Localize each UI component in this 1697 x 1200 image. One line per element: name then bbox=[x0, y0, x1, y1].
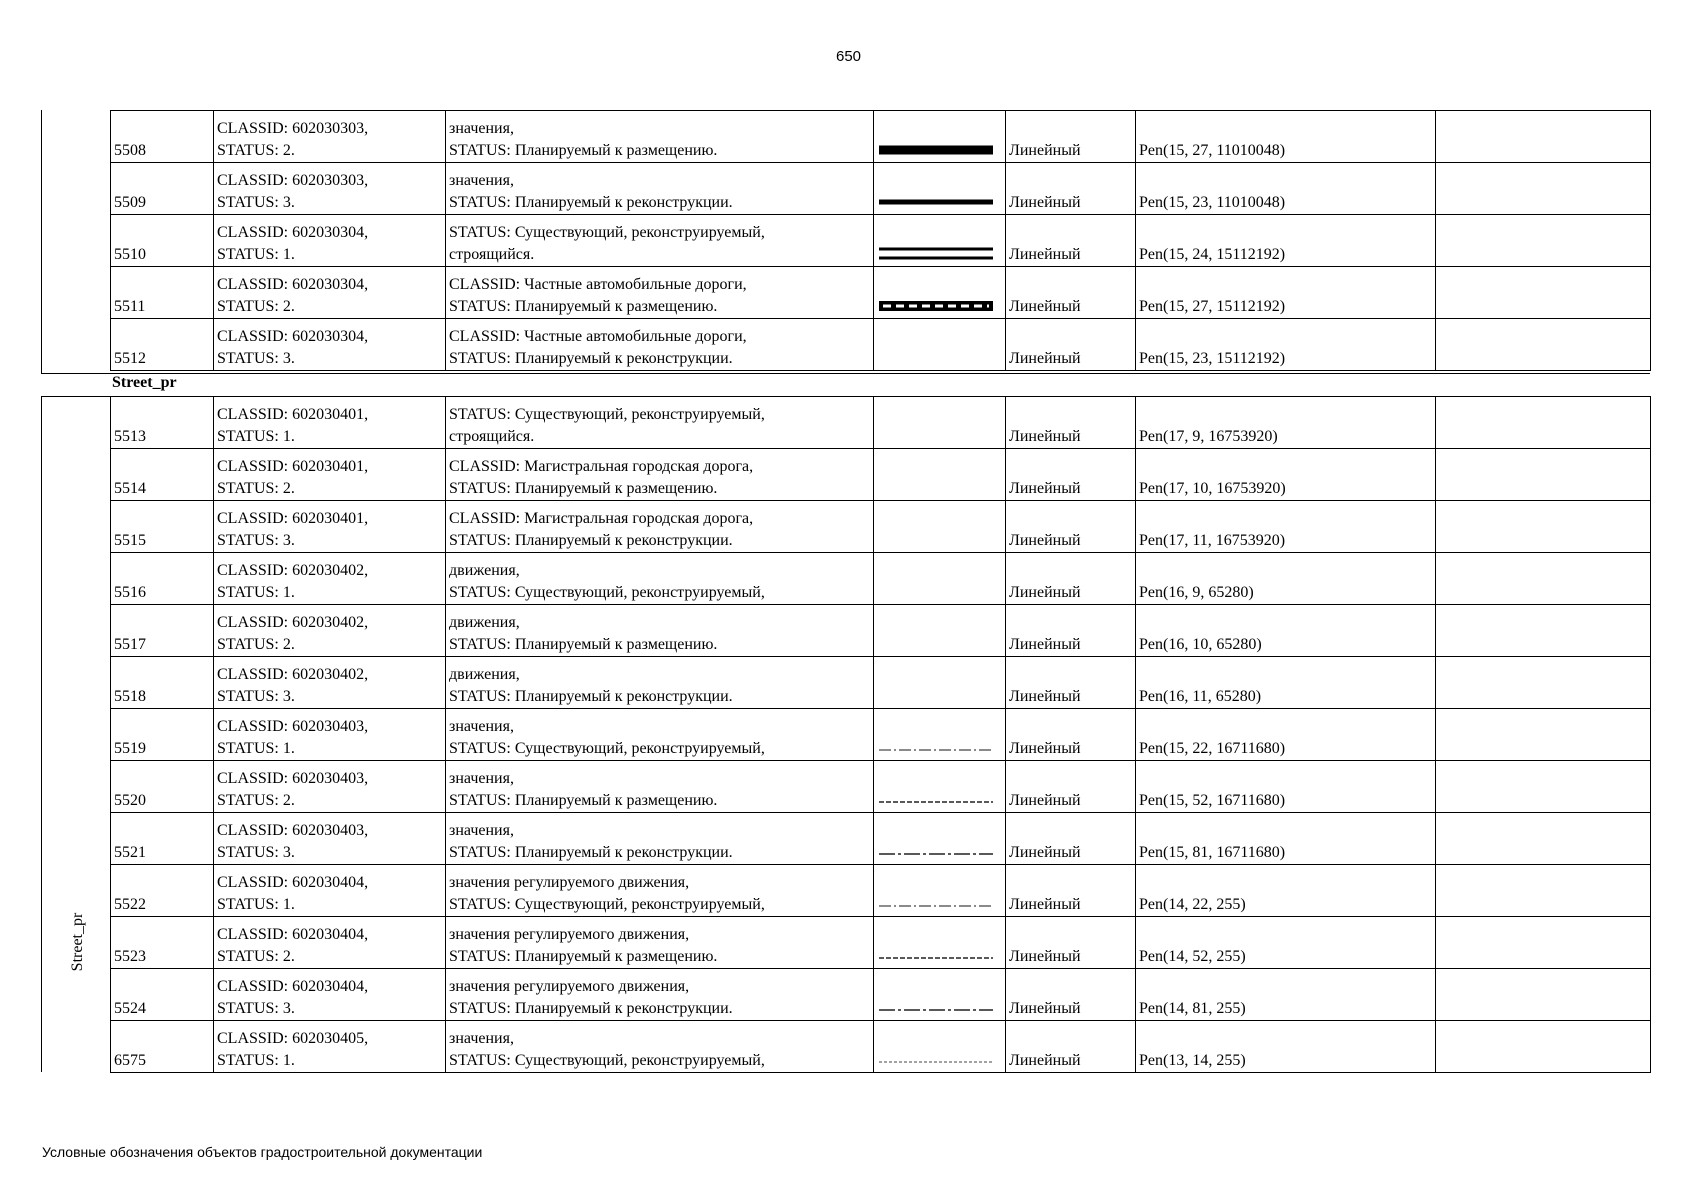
classid-cell bbox=[214, 163, 446, 215]
description-line-1: CLASSID: Частные автомобильные дороги, bbox=[449, 328, 747, 345]
description-line-1: значения регулируемого движения, bbox=[449, 874, 690, 891]
symbol-cell bbox=[874, 709, 1006, 761]
geometry-type-cell: Линейный bbox=[1006, 397, 1136, 449]
empty-cell bbox=[1436, 709, 1651, 761]
status-text: STATUS: 1. bbox=[217, 1052, 295, 1069]
table-row bbox=[111, 1021, 1651, 1073]
description-cell bbox=[446, 397, 874, 449]
description-line-1: движения, bbox=[449, 562, 520, 579]
code-cell: 6575 bbox=[111, 1021, 214, 1073]
description-line-2: STATUS: Планируемый к реконструкции. bbox=[449, 194, 733, 211]
classid-text: CLASSID: 602030303, bbox=[217, 120, 369, 137]
classid-text: CLASSID: 602030401, bbox=[217, 406, 369, 423]
classid-text: CLASSID: 602030304, bbox=[217, 276, 369, 293]
pen-style-cell: Pen(14, 52, 255) bbox=[1136, 917, 1436, 969]
status-text: STATUS: 3. bbox=[217, 844, 295, 861]
geometry-type-cell: Линейный bbox=[1006, 215, 1136, 267]
classid-cell bbox=[214, 709, 446, 761]
table-row bbox=[111, 215, 1651, 267]
symbol-cell bbox=[874, 657, 1006, 709]
classid-cell bbox=[214, 501, 446, 553]
classid-cell bbox=[214, 1021, 446, 1073]
group-label-vertical: Street_pr bbox=[69, 912, 86, 972]
description-line-2: STATUS: Планируемый к реконструкции. bbox=[449, 532, 733, 549]
classid-cell bbox=[214, 111, 446, 163]
description-line-1: движения, bbox=[449, 666, 520, 683]
line-symbol-icon bbox=[877, 736, 995, 760]
description-line-2: STATUS: Планируемый к размещению. bbox=[449, 298, 718, 315]
geometry-type-cell: Линейный bbox=[1006, 709, 1136, 761]
classid-text: CLASSID: 602030402, bbox=[217, 562, 369, 579]
table-row bbox=[111, 657, 1651, 709]
empty-cell bbox=[1436, 865, 1651, 917]
description-line-1: CLASSID: Магистральная городская дорога, bbox=[449, 510, 754, 527]
pen-style-cell: Pen(15, 24, 15112192) bbox=[1136, 215, 1436, 267]
pen-style-cell: Pen(17, 10, 16753920) bbox=[1136, 449, 1436, 501]
legend-table-top bbox=[110, 110, 1651, 371]
code-cell: 5524 bbox=[111, 969, 214, 1021]
classid-cell bbox=[214, 761, 446, 813]
table-row bbox=[111, 553, 1651, 605]
symbol-cell bbox=[874, 1021, 1006, 1073]
classid-text: CLASSID: 602030403, bbox=[217, 718, 369, 735]
classid-cell bbox=[214, 397, 446, 449]
table-row bbox=[111, 709, 1651, 761]
left-border-bottom bbox=[41, 396, 42, 1072]
line-symbol-icon bbox=[877, 294, 995, 318]
empty-cell bbox=[1436, 111, 1651, 163]
code-cell: 5518 bbox=[111, 657, 214, 709]
description-line-1: значения, bbox=[449, 172, 514, 189]
code-cell: 5519 bbox=[111, 709, 214, 761]
page-number: 650 bbox=[835, 48, 862, 65]
empty-cell bbox=[1436, 657, 1651, 709]
classid-text: CLASSID: 602030403, bbox=[217, 770, 369, 787]
empty-cell bbox=[1436, 267, 1651, 319]
description-cell bbox=[446, 761, 874, 813]
classid-text: CLASSID: 602030404, bbox=[217, 874, 369, 891]
pen-style-cell: Pen(15, 81, 16711680) bbox=[1136, 813, 1436, 865]
description-cell bbox=[446, 319, 874, 371]
description-line-2: STATUS: Планируемый к реконструкции. bbox=[449, 350, 733, 367]
description-cell bbox=[446, 917, 874, 969]
geometry-type-cell: Линейный bbox=[1006, 553, 1136, 605]
geometry-type-cell: Линейный bbox=[1006, 319, 1136, 371]
pen-style-cell: Pen(15, 23, 11010048) bbox=[1136, 163, 1436, 215]
empty-cell bbox=[1436, 761, 1651, 813]
pen-style-cell: Pen(17, 11, 16753920) bbox=[1136, 501, 1436, 553]
description-cell bbox=[446, 553, 874, 605]
description-line-1: CLASSID: Магистральная городская дорога, bbox=[449, 458, 754, 475]
line-symbol-icon bbox=[877, 840, 995, 864]
status-text: STATUS: 2. bbox=[217, 948, 295, 965]
table-row bbox=[111, 501, 1651, 553]
pen-style-cell: Pen(13, 14, 255) bbox=[1136, 1021, 1436, 1073]
status-text: STATUS: 3. bbox=[217, 1000, 295, 1017]
description-line-1: значения, bbox=[449, 770, 514, 787]
classid-text: CLASSID: 602030402, bbox=[217, 666, 369, 683]
code-cell: 5510 bbox=[111, 215, 214, 267]
description-line-1: значения, bbox=[449, 718, 514, 735]
table-row bbox=[111, 449, 1651, 501]
description-line-2: STATUS: Планируемый к реконструкции. bbox=[449, 688, 733, 705]
classid-text: CLASSID: 602030303, bbox=[217, 172, 369, 189]
symbol-cell bbox=[874, 319, 1006, 371]
symbol-cell bbox=[874, 969, 1006, 1021]
description-line-1: значения, bbox=[449, 120, 514, 137]
table-row bbox=[111, 397, 1651, 449]
description-cell bbox=[446, 969, 874, 1021]
status-text: STATUS: 2. bbox=[217, 636, 295, 653]
geometry-type-cell: Линейный bbox=[1006, 267, 1136, 319]
empty-cell bbox=[1436, 501, 1651, 553]
geometry-type-cell: Линейный bbox=[1006, 1021, 1136, 1073]
description-cell bbox=[446, 865, 874, 917]
classid-text: CLASSID: 602030402, bbox=[217, 614, 369, 631]
symbol-cell bbox=[874, 761, 1006, 813]
geometry-type-cell: Линейный bbox=[1006, 111, 1136, 163]
code-cell: 5522 bbox=[111, 865, 214, 917]
table-row bbox=[111, 605, 1651, 657]
geometry-type-cell: Линейный bbox=[1006, 657, 1136, 709]
geometry-type-cell: Линейный bbox=[1006, 449, 1136, 501]
symbol-cell bbox=[874, 813, 1006, 865]
description-line-2: STATUS: Существующий, реконструируемый, bbox=[449, 1052, 765, 1069]
classid-text: CLASSID: 602030304, bbox=[217, 224, 369, 241]
description-cell bbox=[446, 111, 874, 163]
classid-cell bbox=[214, 319, 446, 371]
line-symbol-icon bbox=[877, 1048, 995, 1072]
geometry-type-cell: Линейный bbox=[1006, 605, 1136, 657]
symbol-cell bbox=[874, 553, 1006, 605]
classid-text: CLASSID: 602030401, bbox=[217, 458, 369, 475]
code-cell: 5523 bbox=[111, 917, 214, 969]
table-row bbox=[111, 813, 1651, 865]
status-text: STATUS: 1. bbox=[217, 246, 295, 263]
description-cell bbox=[446, 267, 874, 319]
geometry-type-cell: Линейный bbox=[1006, 761, 1136, 813]
symbol-cell bbox=[874, 397, 1006, 449]
description-line-1: STATUS: Существующий, реконструируемый, bbox=[449, 406, 765, 423]
code-cell: 5521 bbox=[111, 813, 214, 865]
empty-cell bbox=[1436, 553, 1651, 605]
geometry-type-cell: Линейный bbox=[1006, 969, 1136, 1021]
line-symbol-icon bbox=[877, 944, 995, 968]
code-cell: 5508 bbox=[111, 111, 214, 163]
pen-style-cell: Pen(15, 52, 16711680) bbox=[1136, 761, 1436, 813]
symbol-cell bbox=[874, 501, 1006, 553]
pen-style-cell: Pen(16, 10, 65280) bbox=[1136, 605, 1436, 657]
geometry-type-cell: Линейный bbox=[1006, 917, 1136, 969]
empty-cell bbox=[1436, 917, 1651, 969]
geometry-type-cell: Линейный bbox=[1006, 163, 1136, 215]
description-cell bbox=[446, 709, 874, 761]
line-symbol-icon bbox=[877, 242, 995, 266]
description-cell bbox=[446, 215, 874, 267]
classid-cell bbox=[214, 449, 446, 501]
code-cell: 5513 bbox=[111, 397, 214, 449]
description-line-2: STATUS: Планируемый к размещению. bbox=[449, 792, 718, 809]
description-line-1: значения, bbox=[449, 1030, 514, 1047]
classid-text: CLASSID: 602030404, bbox=[217, 978, 369, 995]
empty-cell bbox=[1436, 1021, 1651, 1073]
classid-cell bbox=[214, 917, 446, 969]
status-text: STATUS: 2. bbox=[217, 142, 295, 159]
section-divider-top bbox=[41, 373, 1650, 374]
status-text: STATUS: 2. bbox=[217, 480, 295, 497]
description-cell bbox=[446, 449, 874, 501]
classid-text: CLASSID: 602030405, bbox=[217, 1030, 369, 1047]
pen-style-cell: Pen(15, 27, 15112192) bbox=[1136, 267, 1436, 319]
pen-style-cell: Pen(14, 22, 255) bbox=[1136, 865, 1436, 917]
pen-style-cell: Pen(15, 27, 11010048) bbox=[1136, 111, 1436, 163]
empty-cell bbox=[1436, 163, 1651, 215]
description-line-1: STATUS: Существующий, реконструируемый, bbox=[449, 224, 765, 241]
line-symbol-icon bbox=[877, 996, 995, 1020]
status-text: STATUS: 3. bbox=[217, 350, 295, 367]
table-row bbox=[111, 163, 1651, 215]
symbol-cell bbox=[874, 111, 1006, 163]
code-cell: 5512 bbox=[111, 319, 214, 371]
pen-style-cell: Pen(17, 9, 16753920) bbox=[1136, 397, 1436, 449]
empty-cell bbox=[1436, 449, 1651, 501]
classid-cell bbox=[214, 657, 446, 709]
description-line-1: значения регулируемого движения, bbox=[449, 978, 690, 995]
geometry-type-cell: Линейный bbox=[1006, 501, 1136, 553]
classid-cell bbox=[214, 865, 446, 917]
empty-cell bbox=[1436, 605, 1651, 657]
line-symbol-icon bbox=[877, 138, 995, 162]
description-line-2: STATUS: Планируемый к размещению. bbox=[449, 636, 718, 653]
description-cell bbox=[446, 501, 874, 553]
description-line-1: CLASSID: Частные автомобильные дороги, bbox=[449, 276, 747, 293]
line-symbol-icon bbox=[877, 190, 995, 214]
code-cell: 5511 bbox=[111, 267, 214, 319]
description-cell bbox=[446, 813, 874, 865]
geometry-type-cell: Линейный bbox=[1006, 865, 1136, 917]
description-line-2: STATUS: Планируемый к реконструкции. bbox=[449, 1000, 733, 1017]
code-cell: 5514 bbox=[111, 449, 214, 501]
code-cell: 5516 bbox=[111, 553, 214, 605]
symbol-cell bbox=[874, 267, 1006, 319]
description-cell bbox=[446, 163, 874, 215]
symbol-cell bbox=[874, 449, 1006, 501]
symbol-cell bbox=[874, 163, 1006, 215]
description-line-1: значения регулируемого движения, bbox=[449, 926, 690, 943]
pen-style-cell: Pen(15, 23, 15112192) bbox=[1136, 319, 1436, 371]
empty-cell bbox=[1436, 215, 1651, 267]
table-row bbox=[111, 865, 1651, 917]
pen-style-cell: Pen(15, 22, 16711680) bbox=[1136, 709, 1436, 761]
classid-cell bbox=[214, 969, 446, 1021]
description-line-2: STATUS: Планируемый к размещению. bbox=[449, 948, 718, 965]
page-footer: Условные обозначения объектов градостроительной документации bbox=[42, 1144, 483, 1160]
description-cell bbox=[446, 1021, 874, 1073]
description-line-2: STATUS: Планируемый к реконструкции. bbox=[449, 844, 733, 861]
classid-cell bbox=[214, 605, 446, 657]
description-line-2: STATUS: Планируемый к размещению. bbox=[449, 480, 718, 497]
symbol-cell bbox=[874, 215, 1006, 267]
pen-style-cell: Pen(16, 11, 65280) bbox=[1136, 657, 1436, 709]
geometry-type-cell: Линейный bbox=[1006, 813, 1136, 865]
status-text: STATUS: 3. bbox=[217, 194, 295, 211]
empty-cell bbox=[1436, 319, 1651, 371]
classid-text: CLASSID: 602030404, bbox=[217, 926, 369, 943]
line-symbol-icon bbox=[877, 788, 995, 812]
table-row bbox=[111, 319, 1651, 371]
status-text: STATUS: 1. bbox=[217, 428, 295, 445]
table-row bbox=[111, 969, 1651, 1021]
status-text: STATUS: 1. bbox=[217, 896, 295, 913]
classid-cell bbox=[214, 553, 446, 605]
description-cell bbox=[446, 605, 874, 657]
classid-cell bbox=[214, 813, 446, 865]
classid-text: CLASSID: 602030401, bbox=[217, 510, 369, 527]
classid-cell bbox=[214, 267, 446, 319]
empty-cell bbox=[1436, 969, 1651, 1021]
pen-style-cell: Pen(16, 9, 65280) bbox=[1136, 553, 1436, 605]
description-line-2: STATUS: Планируемый к размещению. bbox=[449, 142, 718, 159]
section-title: Street_pr bbox=[112, 374, 177, 391]
legend-table-bottom bbox=[110, 396, 1651, 1073]
table-row bbox=[111, 917, 1651, 969]
status-text: STATUS: 2. bbox=[217, 298, 295, 315]
description-line-2: STATUS: Существующий, реконструируемый, bbox=[449, 740, 765, 757]
status-text: STATUS: 2. bbox=[217, 792, 295, 809]
description-line-2: STATUS: Существующий, реконструируемый, bbox=[449, 584, 765, 601]
symbol-cell bbox=[874, 917, 1006, 969]
left-border-top bbox=[41, 110, 42, 374]
pen-style-cell: Pen(14, 81, 255) bbox=[1136, 969, 1436, 1021]
code-cell: 5517 bbox=[111, 605, 214, 657]
table-row bbox=[111, 267, 1651, 319]
description-line-2: строящийся. bbox=[449, 428, 535, 445]
classid-cell bbox=[214, 215, 446, 267]
table-row bbox=[111, 111, 1651, 163]
status-text: STATUS: 1. bbox=[217, 584, 295, 601]
description-line-1: значения, bbox=[449, 822, 514, 839]
empty-cell bbox=[1436, 813, 1651, 865]
description-line-1: движения, bbox=[449, 614, 520, 631]
code-cell: 5509 bbox=[111, 163, 214, 215]
symbol-cell bbox=[874, 605, 1006, 657]
symbol-cell bbox=[874, 865, 1006, 917]
code-cell: 5520 bbox=[111, 761, 214, 813]
empty-cell bbox=[1436, 397, 1651, 449]
line-symbol-icon bbox=[877, 892, 995, 916]
description-cell bbox=[446, 657, 874, 709]
classid-text: CLASSID: 602030403, bbox=[217, 822, 369, 839]
description-line-2: STATUS: Существующий, реконструируемый, bbox=[449, 896, 765, 913]
description-line-2: строящийся. bbox=[449, 246, 535, 263]
status-text: STATUS: 3. bbox=[217, 532, 295, 549]
table-row bbox=[111, 761, 1651, 813]
code-cell: 5515 bbox=[111, 501, 214, 553]
status-text: STATUS: 3. bbox=[217, 688, 295, 705]
classid-text: CLASSID: 602030304, bbox=[217, 328, 369, 345]
status-text: STATUS: 1. bbox=[217, 740, 295, 757]
